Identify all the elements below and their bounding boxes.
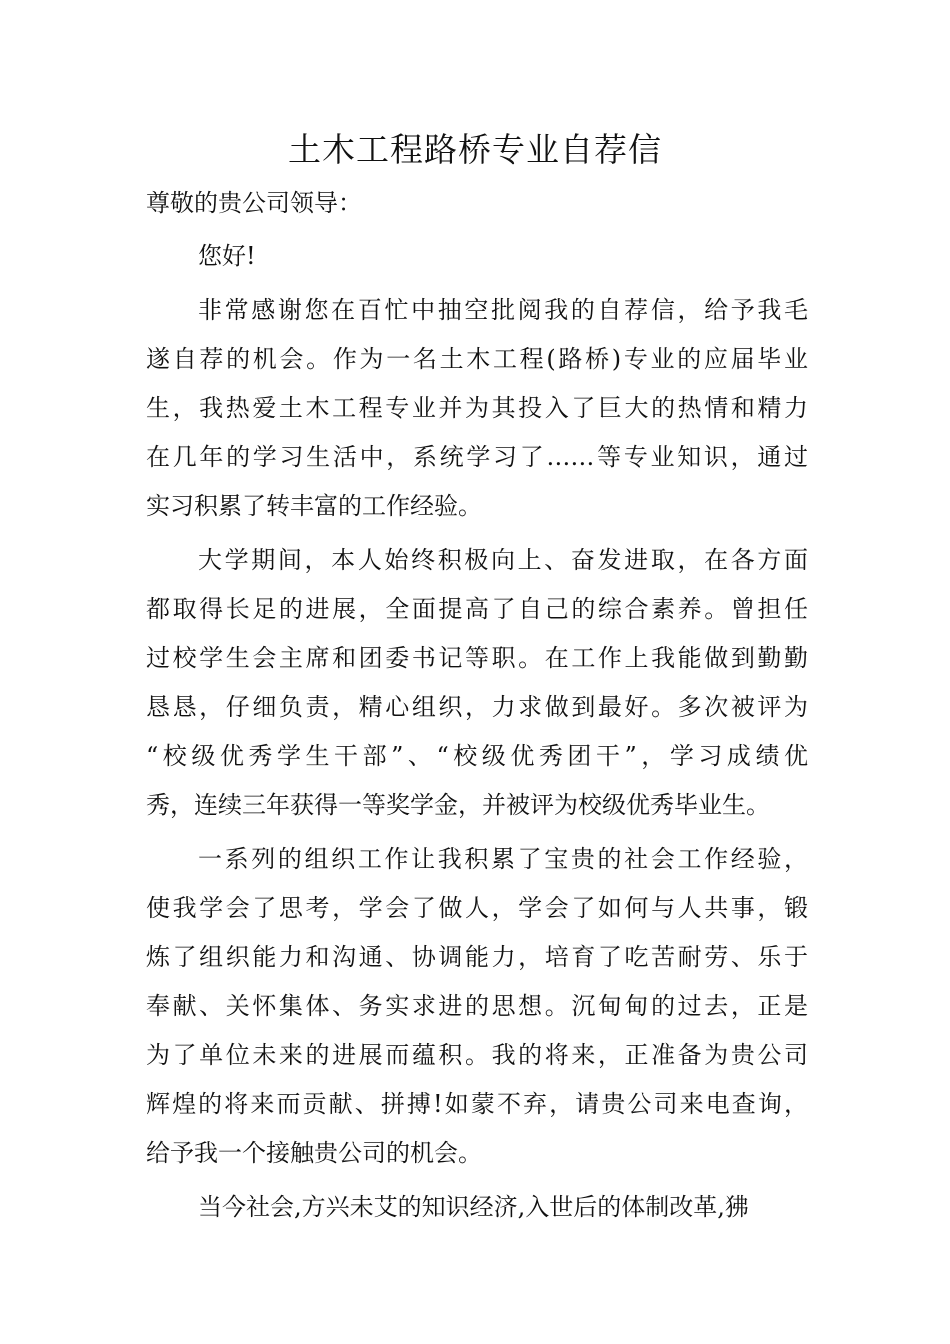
paragraph-line: 大学期间，本人始终积极向上、奋发进取，在各方面 [198,546,808,574]
paragraph-2 [146,536,808,830]
salutation: 尊敬的贵公司领导： [146,189,362,217]
paragraph-line: 给予我一个接触贵公司的机会。 [146,1139,482,1167]
paragraph-line: 实习积累了转丰富的工作经验。 [146,492,482,520]
letter-body [146,179,808,1232]
paragraph-1 [146,286,808,531]
paragraph-line: 炼了组织能力和沟通、协调能力，培育了吃苦耐劳、乐于 [146,943,808,971]
paragraph-line: 过校学生会主席和团委书记等职。在工作上我能做到勤勤 [146,644,808,672]
paragraph-line: 奉献、关怀集体、务实求进的思想。沉甸甸的过去，正是 [146,992,808,1020]
paragraph-line: 辉煌的将来而贡献、拼搏!如蒙不弃，请贵公司来电查询， [146,1090,808,1118]
paragraph-line: 遂自荐的机会。作为一名土木工程(路桥)专业的应届毕业 [146,345,808,373]
paragraph-line: 生，我热爱土木工程专业并为其投入了巨大的热情和精力 [146,394,808,422]
paragraph-line: “校级优秀学生干部”、“校级优秀团干”，学习成绩优 [146,742,808,770]
paragraph-line: 当今社会,方兴未艾的知识经济,入世后的体制改革,狒 [198,1193,749,1221]
paragraph-line: 秀，连续三年获得一等奖学金，并被评为校级优秀毕业生。 [146,791,770,819]
greeting: 您好! [198,242,256,270]
paragraph-line: 非常感谢您在百忙中抽空批阅我的自荐信，给予我毛 [198,296,808,324]
paragraph-line: 在几年的学习生活中，系统学习了……等专业知识，通过 [146,443,808,471]
paragraph-3 [146,835,808,1178]
paragraph-4 [146,1183,808,1232]
paragraph-line: 使我学会了思考，学会了做人，学会了如何与人共事，锻 [146,894,808,922]
paragraph-line: 为了单位未来的进展而蕴积。我的将来，正准备为贵公司 [146,1041,808,1069]
paragraph-line: 都取得长足的进展，全面提高了自己的综合素养。曾担任 [146,595,808,623]
document-title: 土木工程路桥专业自荐信 [288,130,662,169]
paragraph-line: 一系列的组织工作让我积累了宝贵的社会工作经验， [198,845,808,873]
paragraph-line: 恳恳，仔细负责，精心组织，力求做到最好。多次被评为 [146,693,808,721]
